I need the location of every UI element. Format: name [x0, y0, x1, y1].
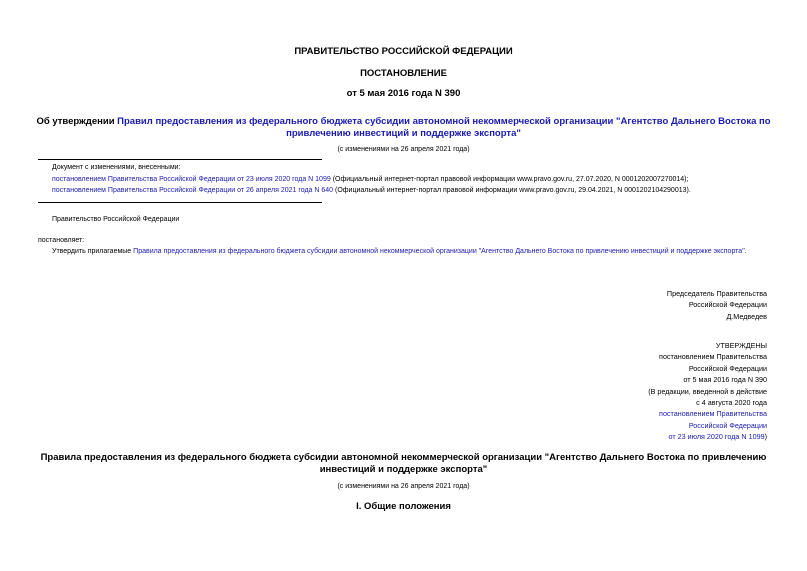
- signature-line-3: Д.Медведев: [726, 311, 767, 321]
- approved-link-3[interactable]: от 23 июля 2020 года N 1099: [668, 432, 765, 442]
- approve-rules-link[interactable]: Правила предоставления из федерального бюджета субсидии автономной некоммерческой организации "Агентство Дальнего Востока по привлечению инвестиций и поддержке экспорта": [133, 248, 745, 255]
- signature-line-1: Председатель Правительства: [666, 289, 767, 298]
- title-changes-note: (с изменениями на 26 апреля 2021 года): [337, 146, 470, 153]
- title-prefix: Об утверждении: [36, 116, 118, 127]
- approved-line-3: Российской Федерации: [688, 363, 767, 373]
- header-government: ПРАВИТЕЛЬСТВО РОССИЙСКОЙ ФЕДЕРАЦИИ: [294, 46, 513, 57]
- approve-prefix: Утвердить прилагаемые: [52, 248, 134, 255]
- header-date-number: от 5 мая 2016 года N 390: [346, 88, 461, 99]
- rules-changes-note: (с изменениями на 26 апреля 2021 года): [337, 483, 470, 490]
- government-rf: Правительство Российской Федерации: [52, 216, 180, 223]
- amendment-2-text: (Официальный интернет-портал правовой информации www.pravo.gov.ru, 29.04.2021, N 0001202104290013).: [333, 187, 691, 194]
- title-rules-link-continued[interactable]: привлечению инвестиций и поддержке экспорта": [286, 128, 521, 139]
- approved-link-3-line: [648, 431, 767, 442]
- signature-block: [667, 288, 767, 322]
- amendment-item-2: [52, 187, 691, 194]
- approved-line-5: (В редакции, введенной в действие: [648, 386, 767, 396]
- approved-line-6: с 4 августа 2020 года: [696, 398, 767, 408]
- approved-close-paren: ): [764, 432, 767, 442]
- decrees-word: постановляет:: [38, 237, 85, 244]
- approved-line-4: от 5 мая 2016 года N 390: [683, 375, 767, 385]
- approve-paragraph: [52, 248, 747, 255]
- rules-title-line-1: Правила предоставления из федерального бюджета субсидии автономной некоммерческой организации "Агентство Дальнего Востока по привлечению: [40, 452, 767, 463]
- rules-title: [0, 452, 807, 476]
- amendment-1-link[interactable]: постановлением Правительства Российской Федерации от 23 июля 2020 года N 1099: [52, 176, 331, 183]
- approve-suffix: .: [744, 248, 747, 255]
- approved-link-2[interactable]: Российской Федерации: [688, 420, 767, 430]
- rules-title-line-2: инвестиций и поддержке экспорта": [319, 464, 488, 475]
- amendment-1-text: (Официальный интернет-портал правовой информации www.pravo.gov.ru, 27.07.2020, N 0001202007270014);: [330, 176, 689, 183]
- amendment-2-link[interactable]: постановлением Правительства Российской Федерации от 26 апреля 2021 года N 640: [52, 187, 334, 194]
- divider-top: [38, 159, 322, 160]
- title-rules-link[interactable]: Правил предоставления из федерального бюджета субсидии автономной некоммерческой организации "Агентство Дальнего Востока по: [117, 116, 771, 127]
- amendment-item-1: [52, 176, 688, 183]
- approved-link-1[interactable]: постановлением Правительства: [659, 409, 767, 419]
- signature-line-2: Российской Федерации: [688, 300, 767, 310]
- document-title: [0, 116, 807, 140]
- amendments-intro: Документ с изменениями, внесенными:: [52, 164, 181, 171]
- divider-bottom: [38, 202, 322, 203]
- approved-line-1: УТВЕРЖДЕНЫ: [715, 341, 767, 350]
- section-1-heading: I. Общие положения: [356, 501, 451, 512]
- approved-line-2: постановлением Правительства: [659, 352, 767, 362]
- approved-block: [648, 340, 767, 443]
- header-doc-type: ПОСТАНОВЛЕНИЕ: [360, 68, 447, 79]
